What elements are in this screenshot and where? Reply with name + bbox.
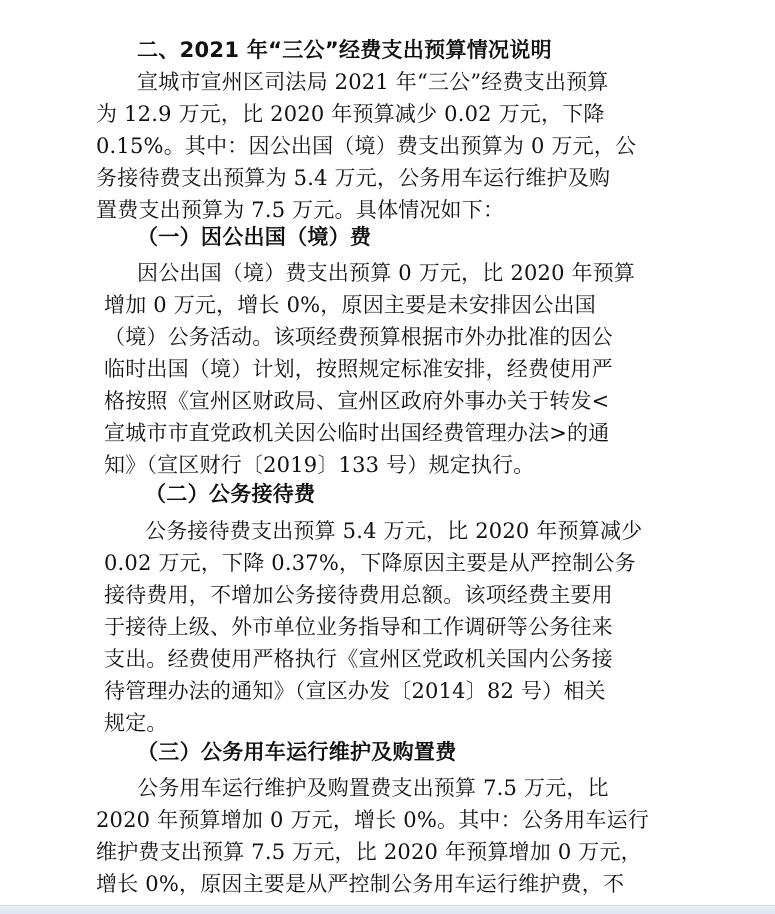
section3-line-4: 增长 0%，原因主要是从严控制公务用车运行维护费，不 [96, 872, 625, 896]
section3-line-2: 2020 年预算增加 0 万元，增长 0%。其中：公务用车运行 [96, 808, 650, 832]
section2-line-4: 于接待上级、外市单位业务指导和工作调研等公务往来 [104, 615, 613, 639]
main-heading: 二、2021 年“三公”经费支出预算情况说明 [137, 38, 552, 62]
section2-heading: （二）公务接待费 [145, 482, 316, 506]
section3-line-1: 公务用车运行维护及购置费支出预算 7.5 万元，比 [137, 776, 609, 800]
section1-line-5: 格按照《宣州区财政局、宣州区政府外事办关于转发< [104, 389, 610, 413]
section1-line-1: 因公出国（境）费支出预算 0 万元，比 2020 年预算 [137, 261, 636, 285]
section3-heading: （三）公务用车运行维护及购置费 [137, 740, 457, 764]
section1-line-4: 临时出国（境）计划，按照规定标准安排，经费使用严 [104, 357, 613, 381]
intro-line-5: 置费支出预算为 7.5 万元。具体情况如下： [96, 198, 505, 222]
section2-line-3: 接待费用，不增加公务接待费用总额。该项经费主要用 [104, 583, 613, 607]
section2-line-1: 公务接待费支出预算 5.4 万元，比 2020 年预算减少 [145, 519, 643, 543]
intro-line-1: 宣城市宣州区司法局 2021 年“三公”经费支出预算 [137, 70, 609, 94]
section3-line-3: 维护费支出预算 7.5 万元，比 2020 年预算增加 0 万元， [96, 840, 642, 864]
section2-line-5: 支出。经费使用严格执行《宣州区党政机关国内公务接 [104, 647, 613, 671]
intro-line-4: 务接待费支出预算为 5.4 万元，公务用车运行维护及购 [96, 166, 611, 190]
section1-line-6: 宣城市市直党政机关因公临时出国经费管理办法>的通 [104, 421, 610, 445]
section2-line-2: 0.02 万元，下降 0.37%，下降原因主要是从严控制公务 [104, 551, 636, 575]
intro-line-3: 0.15%。其中：因公出国（境）费支出预算为 0 万元，公 [96, 134, 637, 158]
section2-line-6: 待管理办法的通知》（宣区办发〔2014〕82 号）相关 [104, 679, 606, 703]
section1-line-3: （境）公务活动。该项经费预算根据市外办批准的因公 [104, 325, 613, 349]
section1-line-2: 增加 0 万元，增长 0%，原因主要是未安排因公出国 [104, 293, 596, 317]
section1-heading: （一）因公出国（境）费 [137, 225, 372, 249]
section2-line-7: 规定。 [104, 711, 168, 735]
section1-line-7: 知》（宣区财行〔2019〕133 号）规定执行。 [104, 453, 535, 477]
intro-line-2: 为 12.9 万元，比 2020 年预算减少 0.02 万元，下降 [96, 102, 605, 126]
